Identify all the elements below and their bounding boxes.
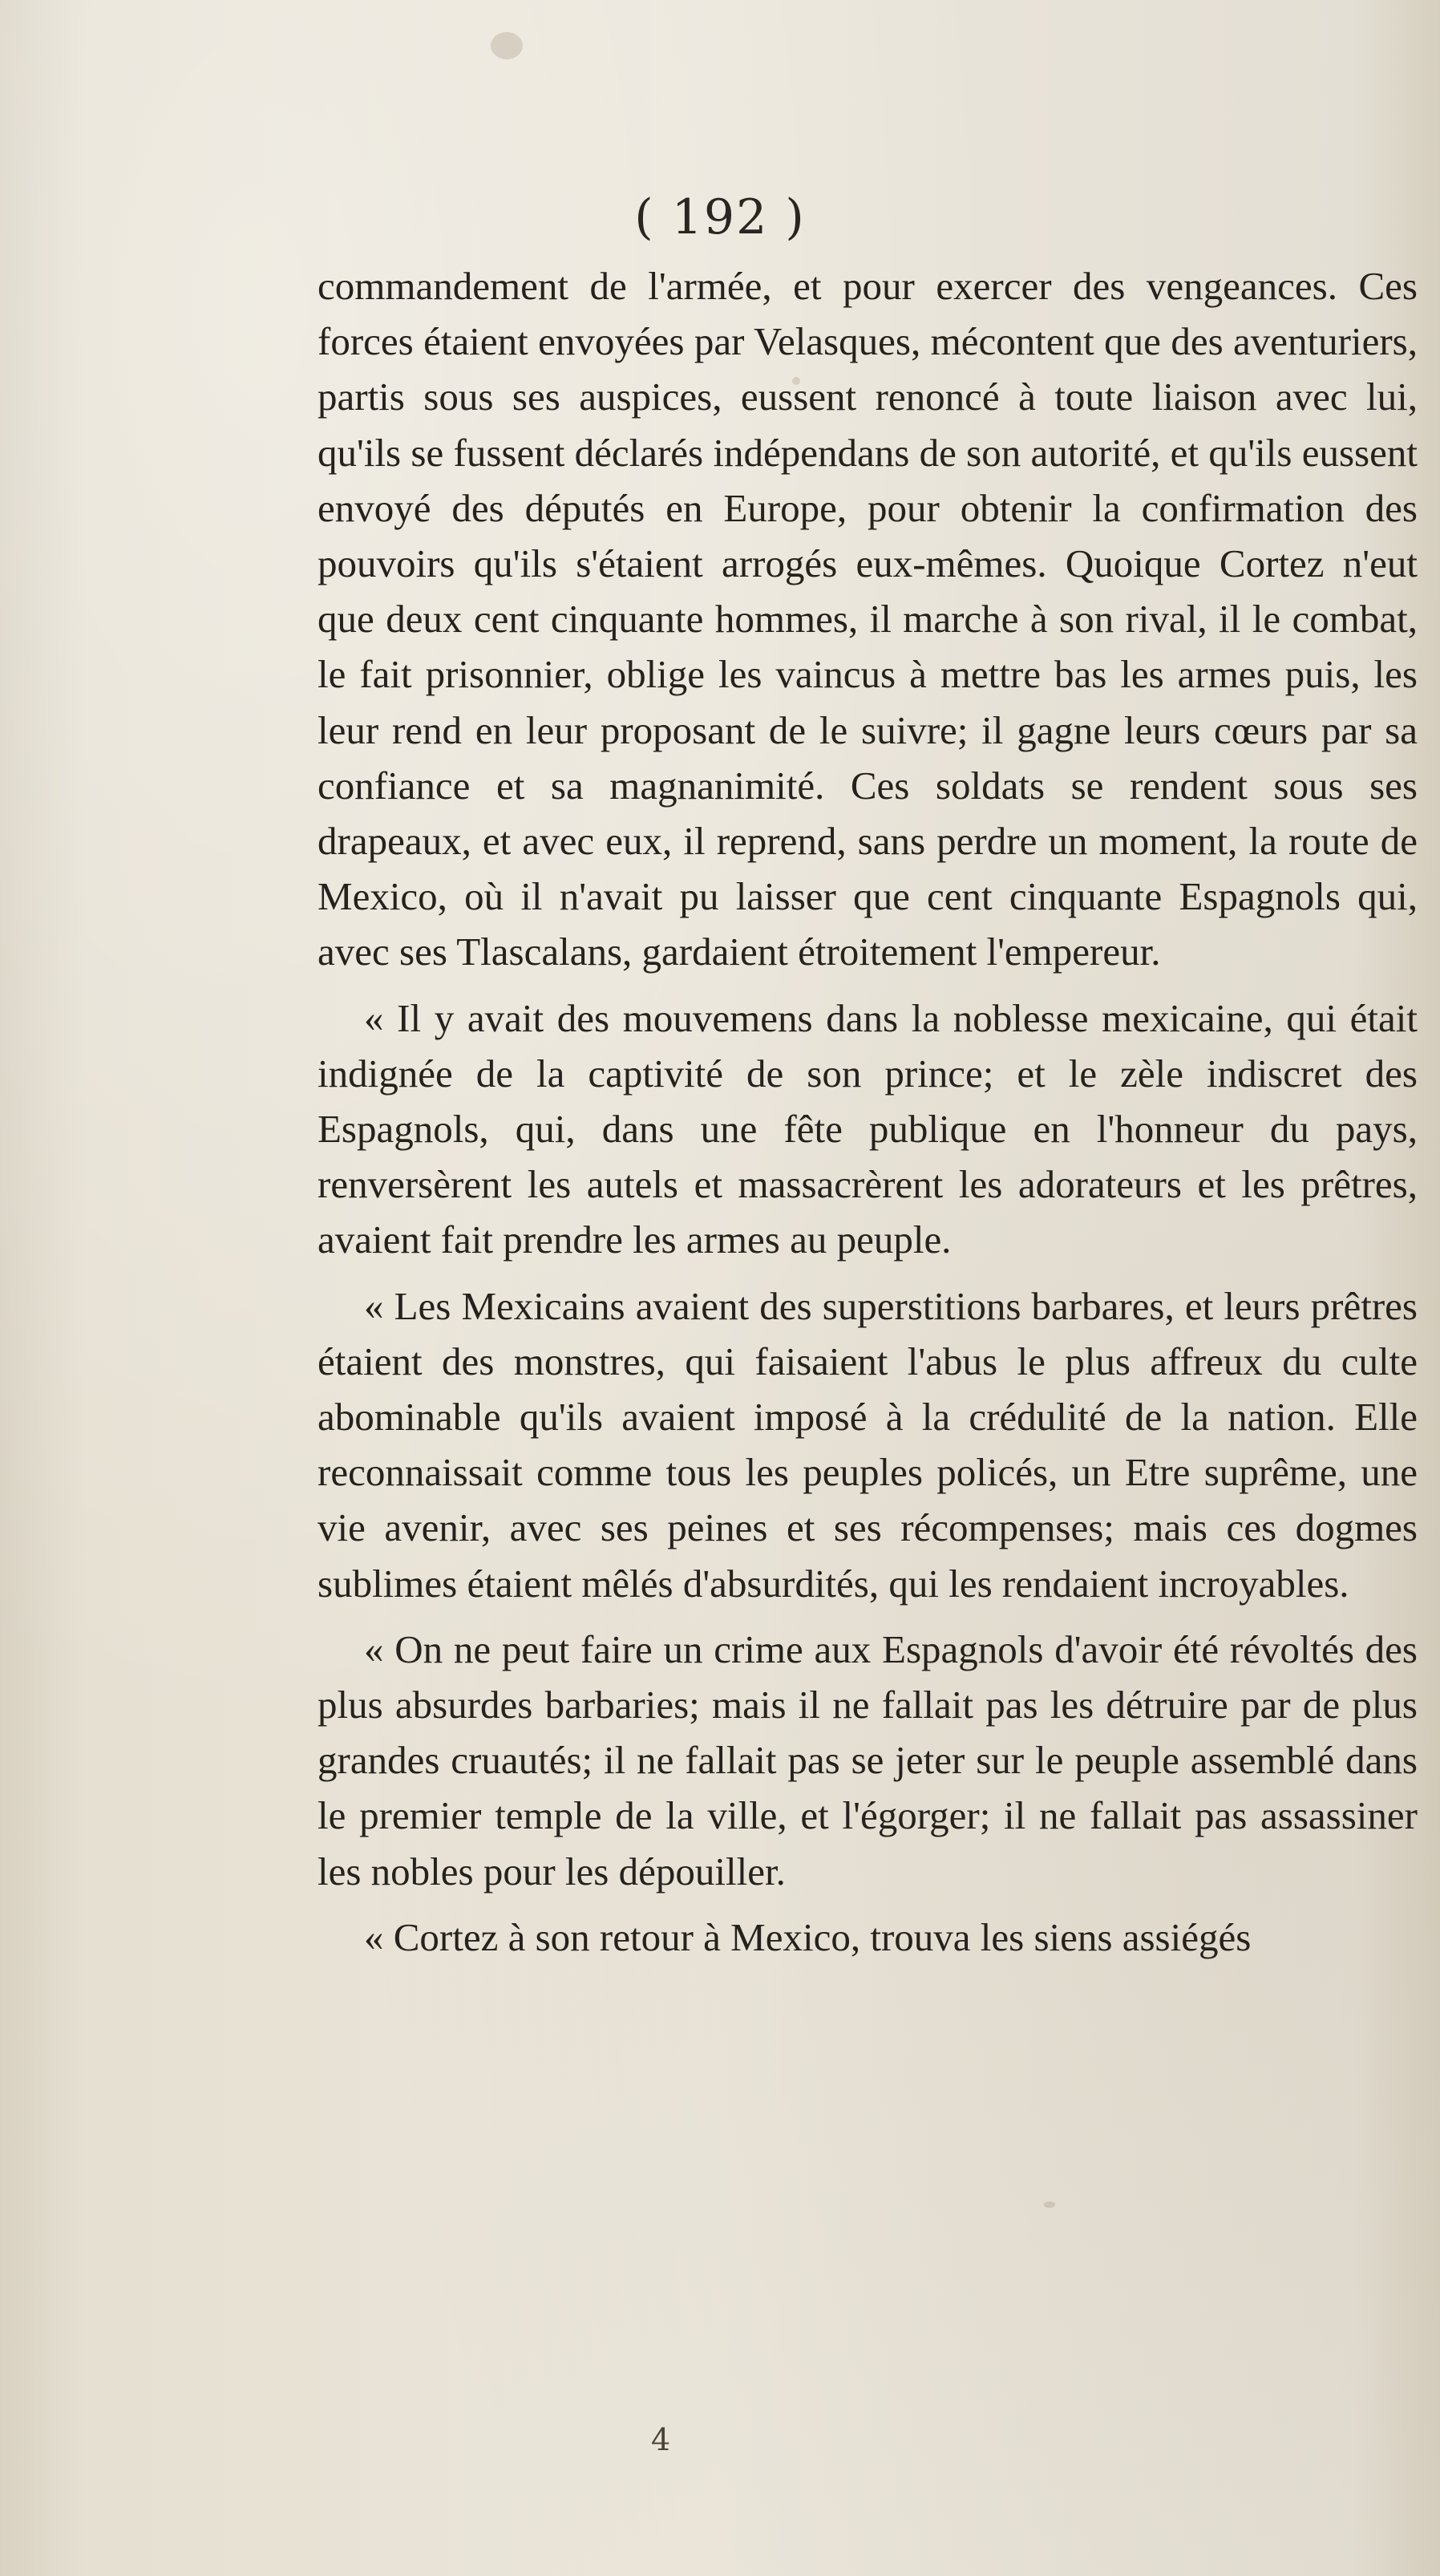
paragraph-cortez-retour: « Cortez à son retour à Mexico, trouva les siens assiégés <box>364 1914 1252 1959</box>
paragraph-superstitions: « Les Mexicains avaient des superstitions barbares, et leurs prêtres étaient des monstres, qui faisaient l'abus le plus affreux du culte abominable qu'ils avaient imposé à la crédulité de la nation. Elle reconnaissait comme tous les peuples policés, un Etre suprême, une vie avenir, avec ses peines et ses récompenses; mais ces dogmes sublimes étaient mêlés d'absurdités, qui les rendaient incroyables. <box>318 1283 1418 1606</box>
body-text <box>318 258 1418 1975</box>
paragraph-noblesse: « Il y avait des mouvemens dans la noblesse mexicaine, qui était indignée de la captivité de son prince; et le zèle indiscret des Espagnols, qui, dans une fête publique en l'honneur du pays, renversèrent les autels et massacrèrent les adorateurs et les prêtres, avaient fait prendre les armes au peuple. <box>318 995 1418 1262</box>
footer-mark: 4 <box>651 2422 671 2457</box>
paper-stain <box>491 32 523 59</box>
paragraph-espagnols: « On ne peut faire un crime aux Espagnols d'avoir été révoltés des plus absurdes barbaries; mais il ne fallait pas les détruire par de plus grandes cruautés; il ne fallait pas se jeter sur le peuple assemblé dans le premier temple de la ville, et l'égorger; il ne fallait pas assassiner les nobles pour les dépouiller. <box>318 1626 1418 1894</box>
page-number: ( 192 ) <box>634 189 806 245</box>
paragraph-continuation: commandement de l'armée, et pour exercer des vengeances. Ces forces étaient envoyées par Velasques, mécontent que des aventuriers, partis sous ses auspices, eussent renoncé à toute liaison avec lui, qu'ils se fussent déclarés indépendans de son autorité, et qu'ils eussent envoyé des députés en Europe, pour obtenir la confirmation des pouvoirs qu'ils s'étaient arrogés eux-mêmes. Quoique Cortez n'eut que deux cent cinquante hommes, il marche à son rival, il le combat, le fait prisonnier, oblige les vaincus à mettre bas les armes puis, les leur rend en leur proposant de le suivre; il gagne leurs cœurs par sa confiance et sa magnanimité. Ces soldats se rendent sous ses drapeaux, et avec eux, il reprend, sans perdre un moment, la route de Mexico, où il n'avait pu laisser que cent cinquante Espagnols qui, avec ses Tlascalans, gardaient étroitement l'empereur. <box>318 264 1418 974</box>
paper-stain <box>1044 2201 1055 2208</box>
